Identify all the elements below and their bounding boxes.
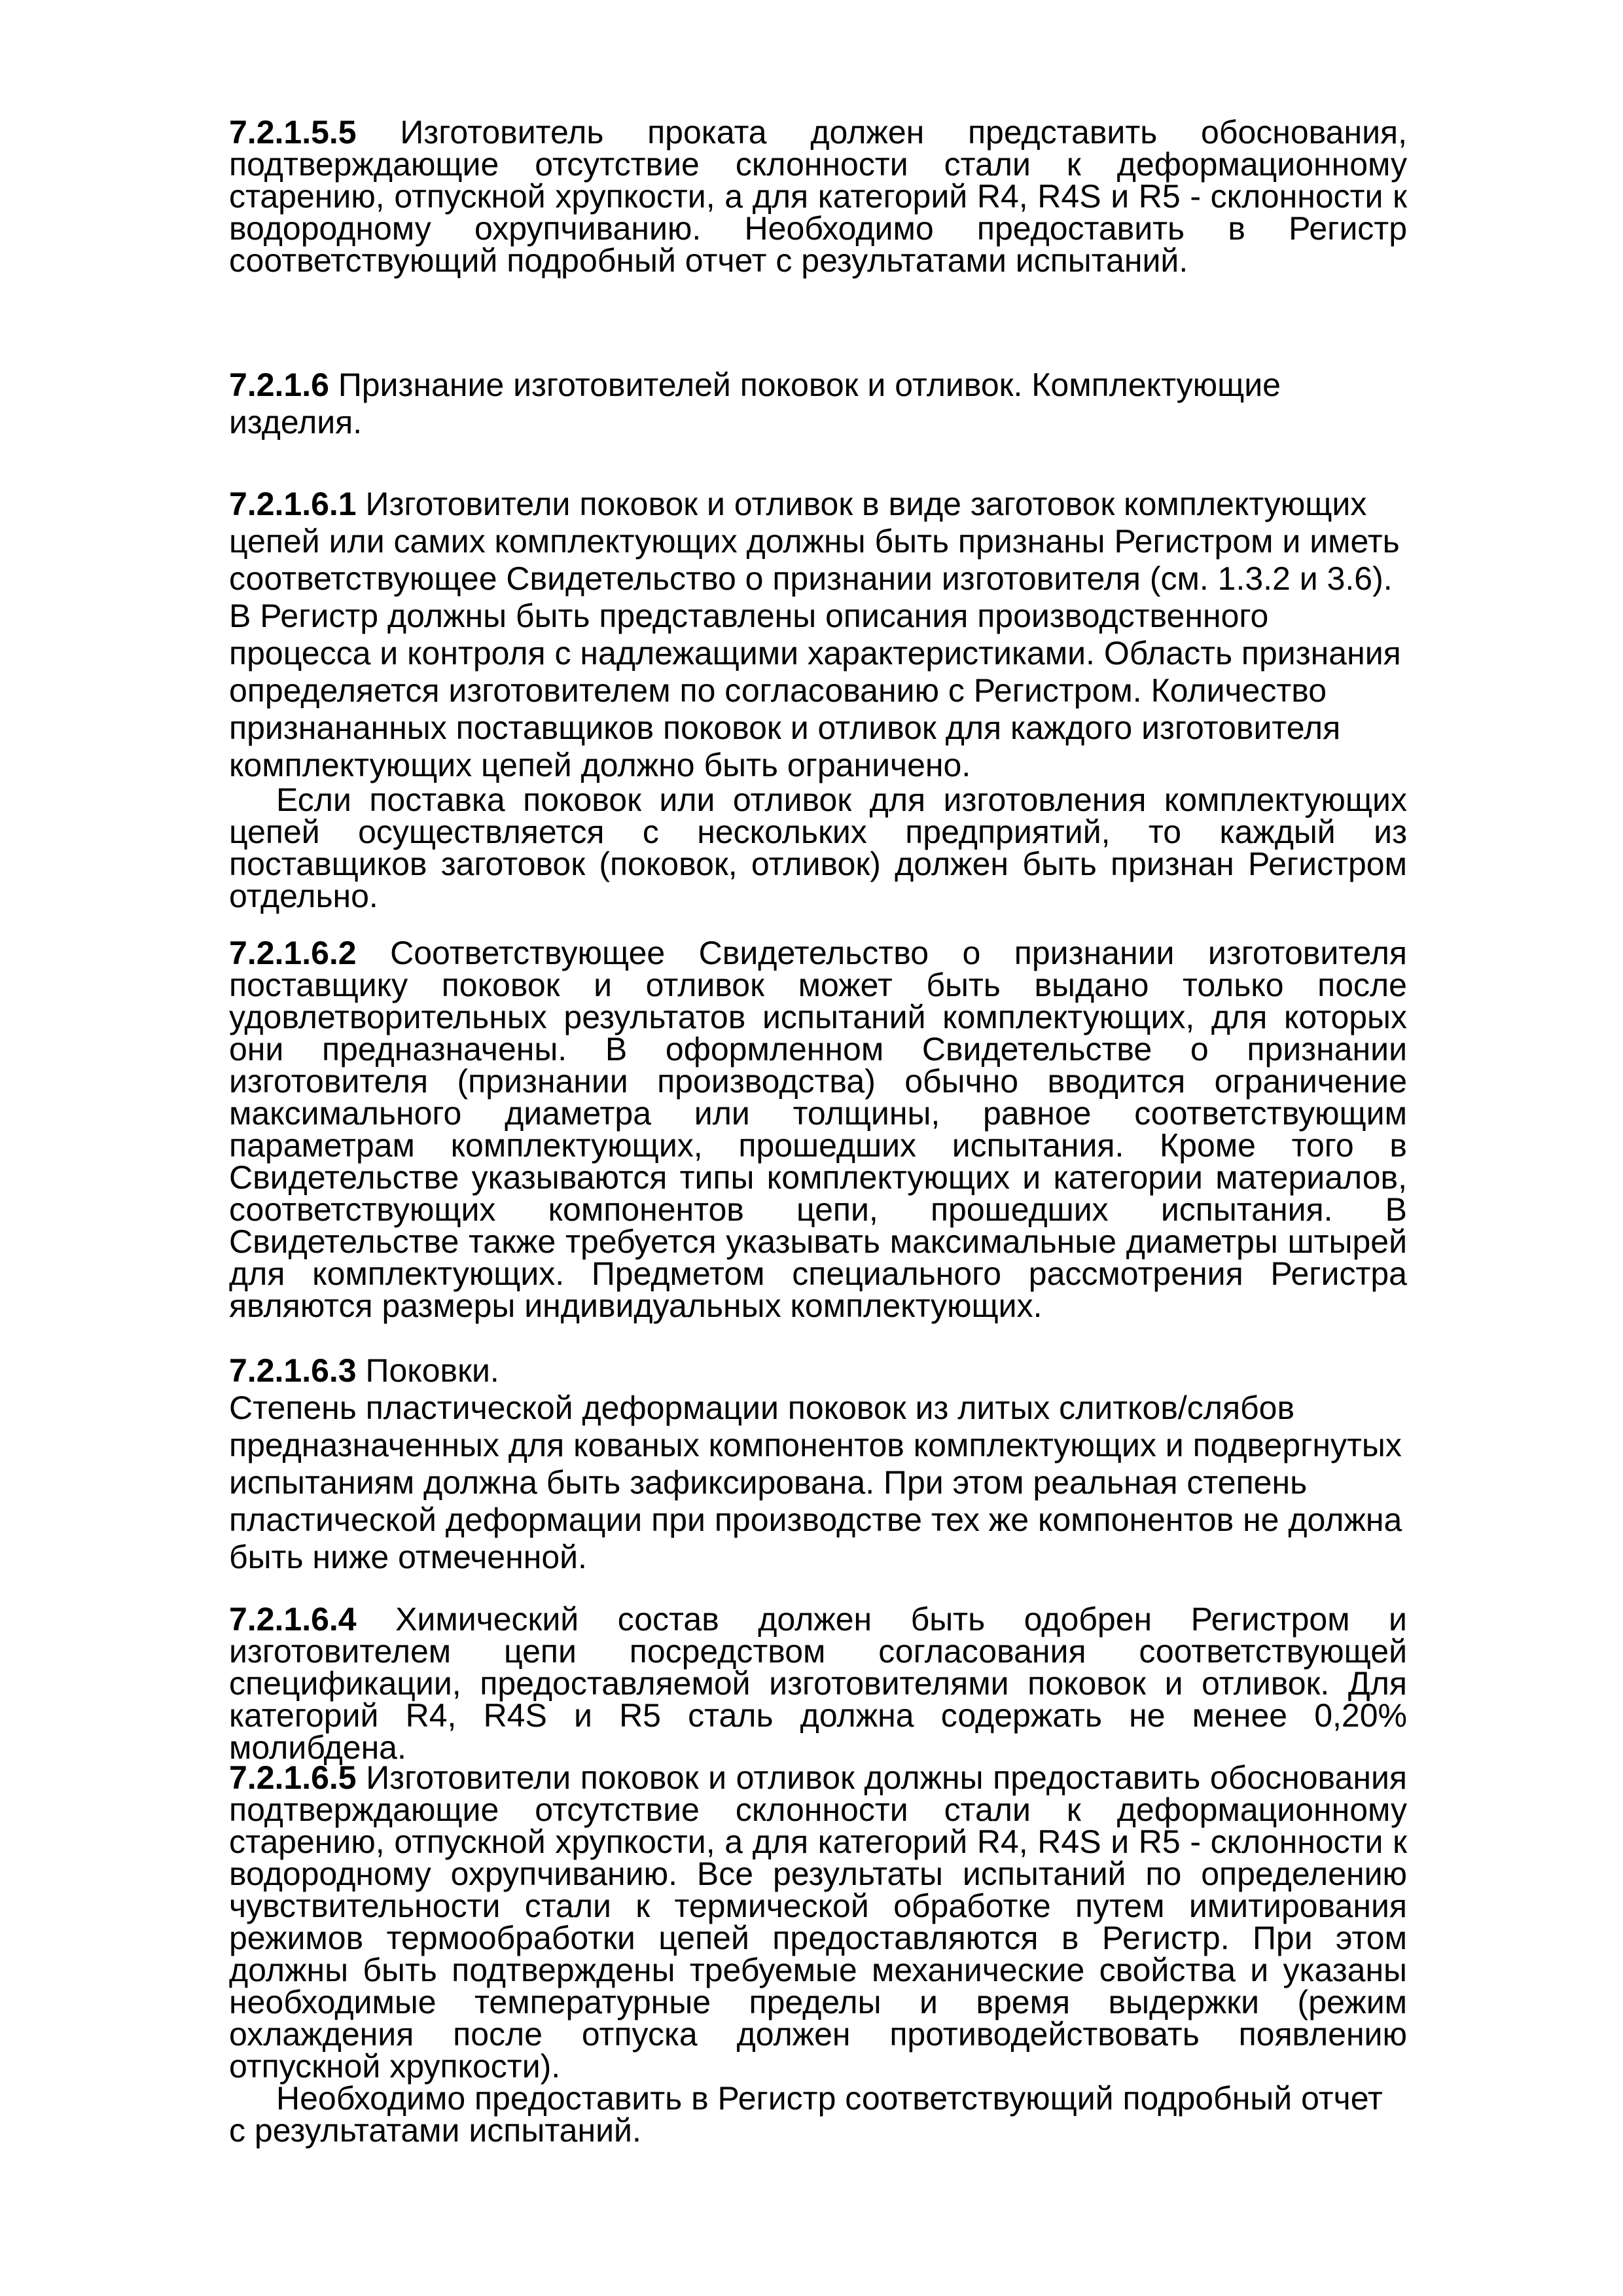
section-number: 7.2.1.6.5: [229, 1759, 357, 1796]
paragraph: [229, 367, 1407, 441]
section-number: 7.2.1.5.5: [229, 114, 357, 151]
paragraph: [229, 1601, 1407, 1766]
section-number: 7.2.1.6.3: [229, 1352, 357, 1389]
section-7-2-1-6-2: [229, 937, 1407, 1322]
section-7-2-1-6-3: [229, 1352, 1407, 1576]
paragraph: [229, 486, 1407, 784]
section-text: Соответствующее Свидетельство о признании изготовителя поставщику поковок и отливок может быть выдано только после удовлетворительных результатов испытаний комплектующих, для которых они предназначены. В оформленном Свидетельстве о признании изготовителя (признании производства) обычно вводится ограничение максимального диаметра или толщины, равное соответствующим параметрам комплектующих, прошедших испытания. Кроме того в Свидетельстве указываются типы комплектующих и категории материалов, соответствующих компонентов цепи, прошедших испытания. В Свидетельстве также требуется указывать максимальные диаметры штырей для комплектующих. Предметом специального рассмотрения Регистра являются размеры индивидуальных комплектующих.: [229, 935, 1407, 1324]
section-7-2-1-6-4: [229, 1601, 1407, 1766]
paragraph: Необходимо предоставить в Регистр соответствующий подробный отчет с результатами испытаний.: [229, 2080, 1383, 2149]
section-text: Изготовители поковок и отливок должны предоставить обоснования подтверждающие отсутствие склонности стали к деформационному старению, отпускной хрупкости, а для категорий R4, R4S и R5 - склонности к водородному охрупчиванию. Все результаты испытаний по определению чувствительности стали к термической обработке путем имитирования режимов термообработки цепей предоставляются в Регистр. При этом должны быть подтверждены требуемые механические свойства и указаны необходимые температурные пределы и время выдержки (режим охлаждения после отпуска должен противодействовать появлению отпускной хрупкости).: [229, 1759, 1407, 2085]
section-text: Изготовитель проката должен представить обоснования, подтверждающие отсутствие склонности стали к деформационному старению, отпускной хрупкости, а для категорий R4, R4S и R5 - склонности к водородному охрупчиванию. Необходимо предоставить в Регистр соответствующий подробный отчет с результатами испытаний.: [229, 114, 1407, 279]
section-text: Химический состав должен быть одобрен Регистром и изготовителем цепи посредством согласования соответствующей спецификации, предоставляемой изготовителями поковок и отливок. Для категорий R4, R4S и R5 сталь должна содержать не менее 0,20% молибдена.: [229, 1601, 1407, 1766]
paragraph: [229, 114, 1407, 279]
section-number: 7.2.1.6.2: [229, 935, 357, 971]
section-text: Изготовители поковок и отливок в виде заготовок комплектующих цепей или самих комплектующих должны быть признаны Регистром и иметь соответствующее Свидетельство о признании изготовителя (см. 1.3.2 и 3.6). В Регистр должны быть представлены описания производственного процесса и контроля с надлежащими характеристиками. Область признания определяется изготовителем по согласованию с Регистром. Количество признананных поставщиков поковок и отливок для каждого изготовителя комплектующих цепей должно быть ограничено.: [229, 486, 1401, 783]
paragraph: [229, 937, 1407, 1322]
paragraph: [229, 1352, 1407, 1390]
paragraph: [229, 1759, 1407, 2085]
section-text: Признание изготовителей поковок и отливок. Комплектующие изделия.: [229, 367, 1281, 440]
section-7-2-1-5-5: [229, 114, 1407, 279]
paragraph: Если поставка поковок или отливок для изготовления комплектующих цепей осуществляется с нескольких предприятий, то каждый из поставщиков заготовок (поковок, отливок) должен быть признан Регистром отдельно.: [229, 781, 1407, 914]
paragraph: Степень пластической деформации поковок из литых слитков/слябов предназначенных для кованых компонентов комплектующих и подвергнутых испытаниям должна быть зафиксирована. При этом реальная степень пластической деформации при производстве тех же компонентов не должна быть ниже отмеченной.: [229, 1390, 1402, 1575]
section-text: Поковки.: [365, 1352, 499, 1389]
section-number: 7.2.1.6.4: [229, 1601, 357, 1638]
section-7-2-1-6-heading: [229, 367, 1407, 441]
section-7-2-1-6-5: [229, 1759, 1407, 2149]
section-7-2-1-6-1: [229, 486, 1407, 912]
section-number: 7.2.1.6: [229, 367, 329, 403]
section-number: 7.2.1.6.1: [229, 486, 357, 522]
